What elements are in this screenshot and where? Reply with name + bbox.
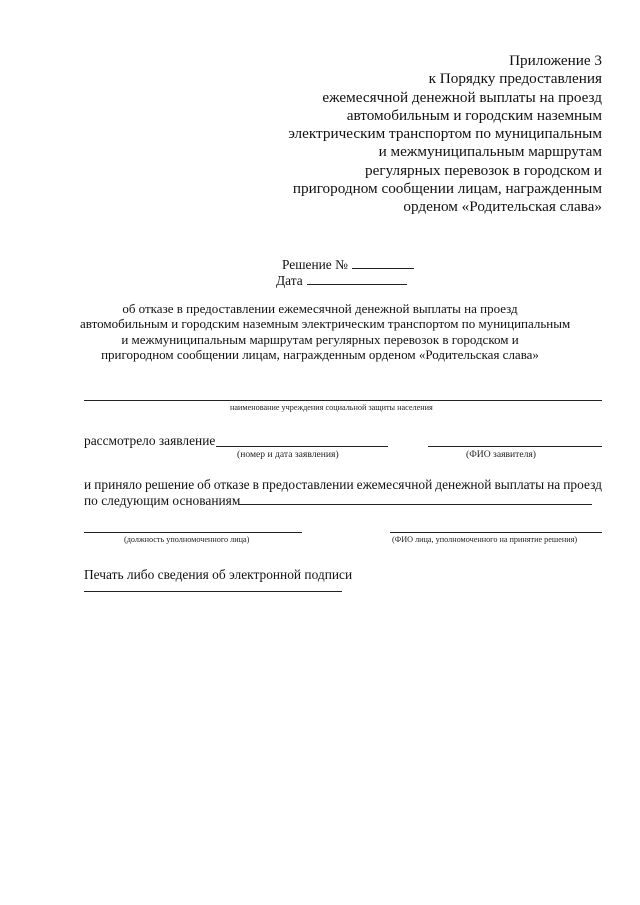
application-number-date-caption: (номер и дата заявления): [237, 449, 339, 460]
application-number-date-field[interactable]: [216, 446, 388, 447]
authorized-caption: (ФИО лица, уполномоченного на принятие решения): [392, 535, 578, 544]
appendix-line: регулярных перевозок в городском и: [365, 161, 602, 179]
decision-word: выплаты: [494, 477, 545, 492]
appendix-header: [242, 52, 602, 217]
decision-date-field[interactable]: [307, 273, 407, 285]
decision-text-line1: [84, 477, 602, 493]
applicant-caption: (ФИО заявителя): [466, 449, 536, 460]
grounds-field[interactable]: [238, 504, 592, 505]
appendix-line: пригородном сообщении лицам, награжденным: [292, 180, 602, 198]
subject-line: автомобильным и городским наземным электрическим транспортом по муниципальным: [80, 316, 571, 332]
decision-word: решение: [144, 477, 195, 492]
appendix-line: и межмуниципальным маршрутам: [378, 143, 602, 161]
decision-word: отказе: [213, 477, 250, 492]
appendix-line: ежемесячной денежной выплаты на проезд: [322, 88, 602, 106]
subject-line: и межмуниципальным маршрутам регулярных перевозок в городском и: [121, 331, 519, 347]
decision-block: [276, 257, 414, 289]
appendix-line: автомобильным и городским наземным: [346, 106, 602, 124]
stamp-field[interactable]: [84, 591, 342, 592]
grounds-label: по следующим основаниям: [84, 493, 241, 508]
decision-number-row: [282, 257, 414, 273]
application-label: рассмотрело заявление: [84, 433, 216, 448]
decision-word: приняло: [94, 477, 142, 492]
appendix-line: Приложение 3: [509, 52, 602, 69]
authorized-person-field[interactable]: [390, 532, 602, 533]
decision-word: денежной: [435, 477, 492, 492]
decision-date-label: Дата: [276, 273, 303, 288]
decision-date-row: [276, 273, 414, 289]
decision-word: об: [197, 477, 211, 492]
decision-word: предоставлении: [261, 477, 354, 492]
subject-line: об отказе в предоставлении ежемесячной денежной выплаты на проезд: [122, 301, 518, 316]
subject-line: пригородном сообщении лицам, награжденным орденом «Родительская слава»: [101, 346, 539, 362]
institution-name-field[interactable]: [84, 400, 602, 401]
decision-word: на: [547, 477, 561, 492]
position-caption: (должность уполномоченного лица): [124, 535, 250, 544]
official-position-field[interactable]: [84, 532, 302, 533]
appendix-line: орденом «Родительская слава»: [403, 198, 602, 216]
decision-word: ежемесячной: [356, 477, 433, 492]
appendix-line: электрическим транспортом по муниципальным: [288, 125, 602, 143]
decision-number-label: Решение №: [282, 257, 348, 272]
applicant-name-field[interactable]: [428, 446, 602, 447]
decision-word: в: [252, 477, 259, 492]
stamp-label: Печать либо сведения об электронной подписи: [84, 567, 353, 582]
decision-subject: [80, 301, 571, 362]
appendix-line: к Порядку предоставления: [428, 70, 602, 88]
institution-caption: наименование учреждения социальной защиты населения: [230, 403, 433, 412]
decision-word: проезд: [563, 477, 602, 492]
decision-word: и: [84, 477, 92, 492]
decision-number-field[interactable]: [352, 257, 414, 269]
